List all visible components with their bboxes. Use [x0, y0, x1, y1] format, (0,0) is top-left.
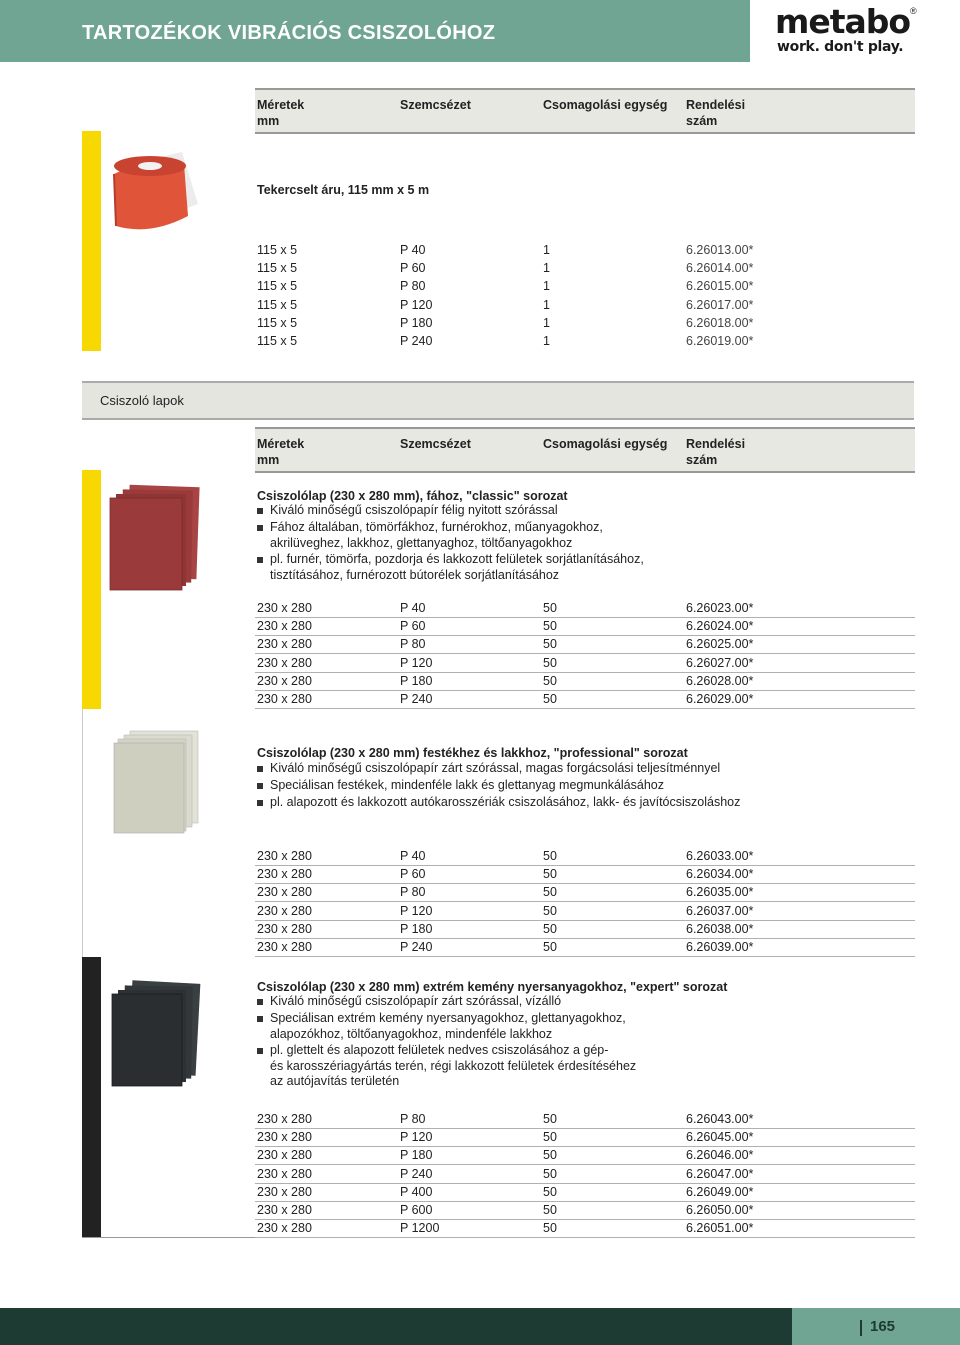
- table-row: [255, 635, 915, 654]
- cell-dimensions: 230 x 280: [257, 1203, 312, 1217]
- table-row: [255, 314, 915, 332]
- cell-grit: P 60: [400, 261, 426, 276]
- cell-dimensions: 230 x 280: [257, 1148, 312, 1163]
- cell-package: 50: [543, 903, 557, 918]
- sanding-roll-image: [110, 146, 202, 234]
- cell-dimensions: 230 x 280: [257, 619, 312, 634]
- cell-grit: P 80: [400, 637, 426, 652]
- column-header: [255, 427, 915, 473]
- cell-package: 50: [543, 1203, 557, 1217]
- table-row: [255, 241, 915, 259]
- table-row: [255, 1146, 915, 1165]
- col-dimensions: Méretek mm: [257, 437, 305, 467]
- bullet-item: Kiváló minőségű csiszolópapír félig nyitott szórással: [257, 503, 558, 519]
- cell-dimensions: 230 x 280: [257, 1221, 312, 1236]
- category-bar-yellow: [82, 470, 101, 709]
- cell-order-no: 6.26028.00*: [686, 673, 754, 688]
- cell-order-no: 6.26050.00*: [686, 1203, 754, 1217]
- logo-wordmark: metabo: [775, 2, 911, 41]
- table-row: [255, 296, 915, 314]
- cell-grit: P 40: [400, 243, 426, 257]
- cell-grit: P 180: [400, 921, 433, 936]
- table-row: [255, 277, 915, 295]
- cell-order-no: 6.26038.00*: [686, 921, 754, 936]
- cell-package: 50: [543, 885, 557, 900]
- cell-order-no: 6.26013.00*: [686, 243, 754, 257]
- cell-order-no: 6.26018.00*: [686, 315, 754, 330]
- cell-package: 50: [543, 1221, 557, 1236]
- cell-dimensions: 230 x 280: [257, 940, 312, 954]
- cell-order-no: 6.26039.00*: [686, 940, 754, 954]
- cell-package: 1: [543, 334, 550, 348]
- cell-order-no: 6.26034.00*: [686, 867, 754, 882]
- column-header: [255, 88, 915, 134]
- table-row: [255, 883, 915, 902]
- cell-grit: P 40: [400, 849, 426, 863]
- cell-package: 50: [543, 1112, 557, 1126]
- cell-package: 50: [543, 921, 557, 936]
- cell-order-no: 6.26019.00*: [686, 334, 754, 348]
- bullet-item: Fához általában, tömörfákhoz, furnérokhoz, műanyagokhoz, akrilüveghez, lakkhoz, glettanyaghoz, töltőanyagokhoz: [257, 520, 603, 551]
- cell-package: 1: [543, 243, 550, 257]
- cell-order-no: 6.26037.00*: [686, 903, 754, 918]
- cell-order-no: 6.26029.00*: [686, 692, 754, 706]
- cell-order-no: 6.26015.00*: [686, 279, 754, 294]
- cell-package: 50: [543, 673, 557, 688]
- cell-dimensions: 230 x 280: [257, 1112, 312, 1126]
- table-row: [255, 1201, 915, 1220]
- cell-order-no: 6.26043.00*: [686, 1112, 754, 1126]
- section-band: [82, 381, 914, 420]
- table-row: [255, 599, 915, 618]
- table-row: [255, 902, 915, 921]
- cell-dimensions: 115 x 5: [257, 243, 298, 257]
- col-grit: Szemcsézet: [400, 437, 471, 451]
- table-row: [255, 847, 915, 866]
- cell-package: 1: [543, 297, 550, 312]
- cell-package: 50: [543, 1184, 557, 1199]
- table-row: [255, 1219, 915, 1238]
- cell-order-no: 6.26046.00*: [686, 1148, 754, 1163]
- cell-package: 50: [543, 1166, 557, 1181]
- professional-sheets-image: [112, 729, 202, 835]
- cell-dimensions: 115 x 5: [257, 261, 298, 276]
- cell-grit: P 120: [400, 903, 433, 918]
- col-package: Csomagolási egység: [543, 98, 668, 112]
- cell-package: 50: [543, 692, 557, 706]
- col-package: Csomagolási egység: [543, 437, 668, 451]
- bullet-item: Speciálisan festékek, mindenféle lakk és glettanyag megmunkálásához: [257, 778, 664, 794]
- table-row: [255, 654, 915, 673]
- cell-package: 50: [543, 867, 557, 882]
- bullet-item: pl. glettelt és alapozott felületek nedves csiszolásához a gép- és karosszériagyártás terén, régi lakkozott felületek érdesítéséhez az autójavítás területén: [257, 1043, 636, 1090]
- cell-package: 50: [543, 849, 557, 863]
- roll-title: Tekercselt áru, 115 mm x 5 m: [257, 183, 430, 197]
- bullet-item: Kiváló minőségű csiszolópapír zárt szórással, magas forgácsolási teljesítménnyel: [257, 761, 720, 777]
- cell-dimensions: 230 x 280: [257, 921, 312, 936]
- cell-dimensions: 230 x 280: [257, 1184, 312, 1199]
- cell-order-no: 6.26024.00*: [686, 619, 754, 634]
- col-order-no: Rendelési szám: [686, 437, 746, 467]
- cell-grit: P 180: [400, 315, 433, 330]
- cell-grit: P 80: [400, 885, 426, 900]
- cell-grit: P 120: [400, 297, 433, 312]
- cell-grit: P 1200: [400, 1221, 440, 1236]
- cell-order-no: 6.26014.00*: [686, 261, 754, 276]
- table-row: [255, 259, 915, 277]
- cell-dimensions: 230 x 280: [257, 655, 312, 670]
- cell-dimensions: 230 x 280: [257, 673, 312, 688]
- cell-package: 1: [543, 261, 550, 276]
- cell-grit: P 120: [400, 655, 433, 670]
- table-row: [255, 938, 915, 957]
- cell-package: 50: [543, 637, 557, 652]
- cell-dimensions: 230 x 280: [257, 867, 312, 882]
- cell-dimensions: 230 x 280: [257, 1130, 312, 1145]
- cell-order-no: 6.26035.00*: [686, 885, 754, 900]
- cell-dimensions: 115 x 5: [257, 279, 298, 294]
- cell-grit: P 240: [400, 692, 433, 706]
- expert-title: Csiszolólap (230 x 280 mm) extrém kemény nyersanyagokhoz, "expert" sorozat: [257, 980, 728, 994]
- table-row: [255, 1183, 915, 1202]
- cell-package: 50: [543, 1130, 557, 1145]
- section-label: Csiszoló lapok: [100, 393, 184, 408]
- page-separator: [860, 1320, 862, 1336]
- bullet-item: Speciálisan extrém kemény nyersanyagokhoz, glettanyagokhoz, alapozókhoz, töltőanyagokhoz, mindenféle lakkhoz: [257, 1011, 626, 1042]
- cell-grit: P 120: [400, 1130, 433, 1145]
- cell-package: 50: [543, 940, 557, 954]
- classic-sheets-image: [108, 484, 200, 592]
- col-order-no: Rendelési szám: [686, 98, 746, 128]
- cell-package: 1: [543, 279, 550, 294]
- cell-grit: P 40: [400, 601, 426, 615]
- cell-grit: P 180: [400, 1148, 433, 1163]
- cell-dimensions: 230 x 280: [257, 692, 312, 706]
- cell-dimensions: 230 x 280: [257, 849, 312, 863]
- table-row: [255, 1128, 915, 1147]
- cell-dimensions: 115 x 5: [257, 297, 298, 312]
- logo-registered-mark: ®: [910, 6, 917, 16]
- classic-title: Csiszolólap (230 x 280 mm), fához, "classic" sorozat: [257, 489, 568, 503]
- cell-dimensions: 115 x 5: [257, 315, 298, 330]
- cell-dimensions: 230 x 280: [257, 601, 312, 615]
- cell-order-no: 6.26025.00*: [686, 637, 754, 652]
- table-row: [255, 1165, 915, 1184]
- cell-grit: P 600: [400, 1203, 433, 1217]
- cell-order-no: 6.26023.00*: [686, 601, 754, 615]
- table-row: [255, 672, 915, 691]
- cell-order-no: 6.26051.00*: [686, 1221, 754, 1236]
- cell-order-no: 6.26047.00*: [686, 1166, 754, 1181]
- cell-dimensions: 230 x 280: [257, 1166, 312, 1181]
- cell-grit: P 180: [400, 673, 433, 688]
- cell-package: 1: [543, 315, 550, 330]
- expert-sheets-image: [110, 980, 202, 1090]
- cell-grit: P 240: [400, 334, 433, 348]
- col-grit: Szemcsézet: [400, 98, 471, 112]
- cell-dimensions: 230 x 280: [257, 637, 312, 652]
- table-row: [255, 617, 915, 636]
- cell-grit: P 400: [400, 1184, 433, 1199]
- bullet-item: pl. alapozott és lakkozott autókarosszériák csiszolásához, lakk- és javítócsiszoláshoz: [257, 795, 740, 811]
- cell-order-no: 6.26033.00*: [686, 849, 754, 863]
- table-row: [255, 1110, 915, 1129]
- cell-package: 50: [543, 655, 557, 670]
- table-row: [255, 332, 915, 350]
- cell-dimensions: 230 x 280: [257, 903, 312, 918]
- category-bar-black: [82, 957, 101, 1238]
- cell-grit: P 80: [400, 1112, 426, 1126]
- cell-grit: P 80: [400, 279, 426, 294]
- cell-dimensions: 115 x 5: [257, 334, 298, 348]
- cell-grit: P 60: [400, 867, 426, 882]
- cell-package: 50: [543, 619, 557, 634]
- col-dimensions: Méretek mm: [257, 98, 305, 128]
- bullet-item: pl. furnér, tömörfa, pozdorja és lakkozott felületek sorjátlanításához, tisztításához, furnérozott bútorélek sorjátlanításához: [257, 552, 644, 583]
- logo-tagline: work. don't play.: [777, 39, 904, 55]
- cell-package: 50: [543, 1148, 557, 1163]
- table-row: [255, 865, 915, 884]
- table-row: [255, 690, 915, 709]
- cell-dimensions: 230 x 280: [257, 885, 312, 900]
- professional-title: Csiszolólap (230 x 280 mm) festékhez és lakkhoz, "professional" sorozat: [257, 746, 688, 760]
- cell-package: 50: [543, 601, 557, 615]
- cell-order-no: 6.26017.00*: [686, 297, 754, 312]
- metabo-logo: [775, 2, 925, 58]
- category-bar-yellow: [82, 131, 101, 351]
- cell-grit: P 60: [400, 619, 426, 634]
- cell-order-no: 6.26045.00*: [686, 1130, 754, 1145]
- category-bar-white: [82, 709, 101, 957]
- page-title: TARTOZÉKOK VIBRÁCIÓS CSISZOLÓHOZ: [82, 22, 496, 44]
- cell-grit: P 240: [400, 940, 433, 954]
- cell-order-no: 6.26049.00*: [686, 1184, 754, 1199]
- cell-grit: P 240: [400, 1166, 433, 1181]
- bullet-item: Kiváló minőségű csiszolópapír zárt szórással, vízálló: [257, 994, 561, 1010]
- table-row: [255, 920, 915, 939]
- page-number: 165: [870, 1318, 896, 1335]
- cell-order-no: 6.26027.00*: [686, 655, 754, 670]
